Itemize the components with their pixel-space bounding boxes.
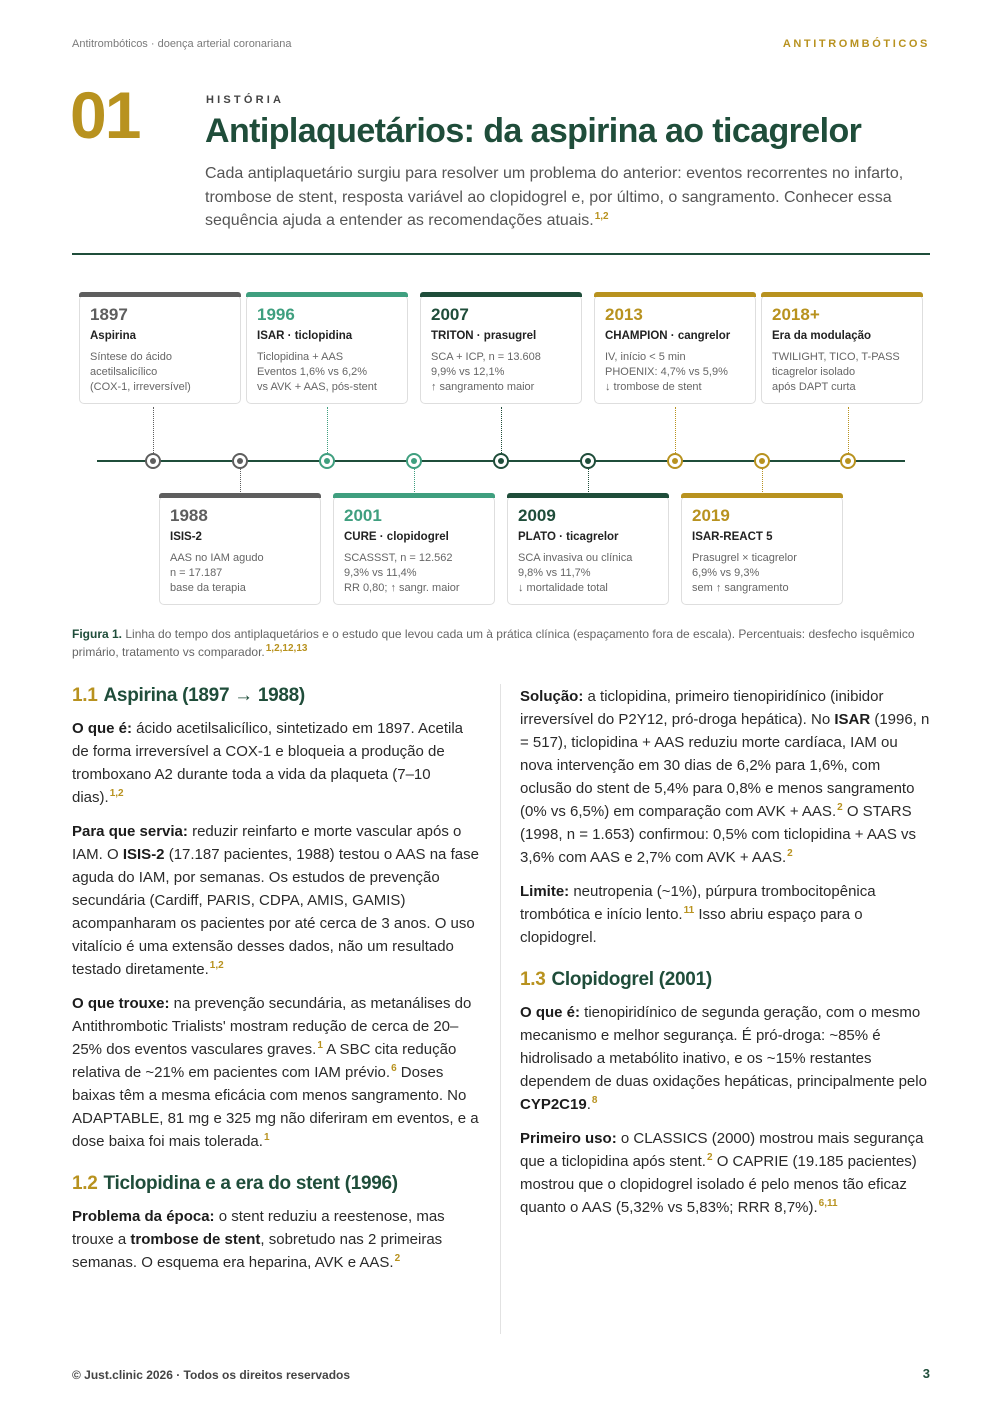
citation: 8 [591,1095,598,1106]
timeline-description-line: após DAPT curta [772,381,856,393]
timeline-description-line: TWILIGHT, TICO, T-PASS [772,351,900,363]
running-head: Antitrombóticos · doença arterial coronariana [72,38,292,50]
timeline-description [605,350,745,395]
timeline-marker-1988 [232,453,248,469]
timeline-year: 2018+ [772,305,820,324]
paragraph-text: Isso abriu espaço para o clopidogrel. [520,906,863,946]
paragraph-text: (17.187 pacientes, 1988) testou o AAS na fase aguda do IAM, por semanas. Os estudos de prevenção secundária (Cardiff, PARIS, CDPA, AMIS, GAMIS) acompanharam os pacientes por até cerca de 3 anos. O uso vitalício é uma extensão desses dados, não um resultado testado diretamente. [72,846,479,978]
timeline-description-line: Eventos 1,6% vs 6,2% [257,366,368,378]
timeline-description [692,551,832,596]
timeline-event-name: ISAR · ticlopidina [257,330,353,342]
timeline-marker-1996 [319,453,335,469]
timeline-description [431,350,571,395]
section-number: 1.2 [72,1173,98,1194]
timeline-event-name: CHAMPION · cangrelor [605,330,731,342]
timeline-connector [501,407,502,453]
timeline-year: 2013 [605,305,643,324]
timeline-card-2007 [420,295,582,404]
timeline-card-accent [594,292,756,297]
citation: 11 [683,905,695,916]
paragraph-text: O STARS (1998, n = 1.653) confirmou: 0,5% com ticlopidina + AAS vs 3,6% com AAS e 2,7% com AVK + AAS. [520,803,917,866]
timeline-description-line: n = 17.187 [170,567,223,579]
citation: 1 [317,1040,323,1051]
timeline-marker-1897 [145,453,161,469]
paragraph [520,1127,930,1219]
timeline-description-line: Ticlopidina + AAS [257,351,344,363]
timeline-year: 1996 [257,305,295,324]
column-divider [500,684,501,1334]
timeline-description-line: acetilsalicílico [90,366,158,378]
timeline-description-line: ↓ trombose de stent [605,381,702,393]
chapter-intro [205,162,930,233]
timeline-card-2013 [594,295,756,404]
timeline-event-name: CURE · clopidogrel [344,531,449,543]
paragraph-label: Solução: [520,688,584,705]
timeline-card-1897 [79,295,241,404]
intro-text: Cada antiplaquetário surgiu para resolver um problema do anterior: eventos recorrentes no infarto, trombose de stent, resposta variável ao clopidogrel e, por último, o sangramento. Conhecer essa sequência ajuda a entender as recomendações atuais. [205,165,904,229]
paragraph-text: A SBC cita redução relativa de ~21% em pacientes com IAM prévio. [72,1041,457,1081]
timeline-marker-2018plus [840,453,856,469]
emphasis: CYP2C19 [520,1096,587,1113]
timeline-description-line: PHOENIX: 4,7% vs 5,9% [605,366,728,378]
paragraph-text: . [586,1096,591,1113]
timeline-connector [762,469,763,492]
paragraph-label: Para que servia: [72,823,188,840]
timeline-description [518,551,658,596]
citation: 2 [837,802,843,813]
timeline-marker-2019 [754,453,770,469]
timeline-description-line: Síntese do ácido [90,351,172,363]
section-heading-1-3 [520,967,930,993]
timeline-card-accent [246,292,408,297]
timeline-description-line: ↓ mortalidade total [518,582,608,594]
timeline-marker-2013 [667,453,683,469]
timeline-description-line: IV, início < 5 min [605,351,686,363]
section-number: 1.3 [520,969,546,990]
timeline-card-1996 [246,295,408,404]
citation: 1,2 [109,788,124,799]
paragraph-text: o CLASSICS (2000) mostrou mais segurança que a ticlopidina após stent. [520,1130,924,1170]
paragraph-label: Primeiro uso: [520,1130,617,1147]
paragraph [520,880,930,949]
timeline-description [257,350,397,395]
paragraph-text: o stent reduziu a reestenose, mas trouxe a [72,1208,445,1248]
timeline-card-2001 [333,496,495,605]
timeline-description [170,551,310,596]
paragraph-text: na prevenção secundária, as metanálises do Antithrombotic Trialists' mostram redução de cerca de 20–25% dos eventos vasculares graves. [72,995,472,1058]
paragraph-label: O que é: [520,1004,581,1021]
section-title: Clopidogrel (2001) [551,969,712,990]
timeline-marker-2009 [580,453,596,469]
timeline-event-name: PLATO · ticagrelor [518,531,619,543]
timeline-description-line: sem ↑ sangramento [692,582,789,594]
paragraph-text: Doses baixas têm a mesma eficácia com menos sangramento. No ADAPTABLE, 81 mg e 325 mg não diferiram em eventos, e a dose baixa foi mais tolerada. [72,1064,479,1150]
timeline-description [772,350,912,395]
timeline-card-accent [761,292,923,297]
paragraph [72,1205,482,1274]
timeline-year: 2001 [344,506,382,525]
paragraph [72,717,482,809]
paragraph-text: neutropenia (~1%), púrpura trombocitopênica trombótica e início lento. [520,883,876,923]
chapter-number: 01 [70,78,140,152]
running-tag: ANTITROMBÓTICOS [782,38,930,50]
timeline-card-accent [507,493,669,498]
section-title: Aspirina (1897 → 1988) [103,685,305,706]
citation: 2 [394,1253,401,1264]
timeline-connector [848,407,849,453]
timeline-description-line: AAS no IAM agudo [170,552,264,564]
paragraph-label: O que trouxe: [72,995,170,1012]
trial-name: ISIS-2 [122,846,165,863]
paragraph-text: reduzir reinfarto e morte vascular após o IAM. O [72,823,462,863]
timeline-description-line: SCA invasiva ou clínica [518,552,633,564]
citation: 1 [263,1132,270,1143]
paragraph-text: , sobretudo nas 2 primeiras semanas. O esquema era heparina, AVK e AAS. [72,1231,443,1271]
citation: 1,2 [209,960,224,971]
timeline-description-line: ticagrelor isolado [772,366,856,378]
timeline-year: 2009 [518,506,556,525]
figure-refs: 1,2,12,13 [265,643,308,654]
column-left [72,683,482,1285]
paragraph-text: ácido acetilsalicílico, sintetizado em 1897. Acetila de forma irreversível a COX-1 e bloqueia a produção de tromboxano A2 durante toda a vida da plaqueta (7–10 dias). [72,720,464,806]
column-right [520,685,930,1230]
timeline-event-name: Era da modulação [772,330,872,342]
page-title: Antiplaquetários: da aspirina ao ticagrelor [205,112,862,150]
timeline-card-accent [681,493,843,498]
timeline-connector [588,469,589,492]
timeline-description-line: vs AVK + AAS, pós-stent [257,381,377,393]
timeline-year: 1988 [170,506,208,525]
timeline-event-name: ISAR-REACT 5 [692,531,773,543]
timeline-connector [327,407,328,453]
timeline-description-line: 6,9% vs 9,3% [692,567,760,579]
emphasis: trombose de stent [130,1231,261,1248]
title-divider [72,253,930,255]
section-heading-1-1 [72,683,482,709]
timeline-marker-2007 [493,453,509,469]
paragraph [72,992,482,1153]
timeline-card-accent [79,292,241,297]
timeline-year: 2019 [692,506,730,525]
timeline-year: 2007 [431,305,469,324]
section-number: 1.1 [72,685,98,706]
timeline-description-line: ↑ sangramento maior [431,381,535,393]
timeline-description-line: RR 0,80; ↑ sangr. maior [344,582,460,594]
footer-copyright: © Just.clinic 2026 · Todos os direitos reservados [72,1368,351,1382]
timeline-connector [153,407,154,453]
timeline-card-accent [420,292,582,297]
paragraph [72,820,482,981]
timeline-event-name: TRITON · prasugrel [431,330,537,342]
page-number: 3 [922,1366,930,1381]
timeline-connector [414,469,415,492]
section-heading-1-2 [72,1171,482,1197]
timeline-description-line: 9,3% vs 11,4% [344,567,417,579]
timeline-description-line: Prasugrel × ticagrelor [692,552,797,564]
paragraph [520,1001,930,1116]
timeline-marker-2001 [406,453,422,469]
timeline-description-line: SCASSST, n = 12.562 [344,552,453,564]
citation: 6 [391,1063,397,1074]
intro-ref: 1,2 [594,210,609,222]
timeline-description [344,551,484,596]
paragraph-label: O que é: [72,720,133,737]
paragraph-label: Limite: [520,883,570,900]
paragraph-text: tienopiridínico de segunda geração, com o mesmo mecanismo e melhor segurança. É pró-droga: ~85% é hidrolisado a metabólito inativo, e os ~15% restantes dependem de duas oxidações hepáticas, principalmente pelo [520,1004,927,1090]
citation: 2 [787,848,793,859]
timeline-card-accent [333,493,495,498]
timeline-event-name: Aspirina [90,330,137,342]
timeline-description-line: base da terapia [170,582,246,594]
timeline-card-2009 [507,496,669,605]
timeline-description-line: 9,8% vs 11,7% [518,567,591,579]
figure-caption-text: Linha do tempo dos antiplaquetários e o estudo que levou cada um à prática clínica (espaçamento fora de escala). Percentuais: desfecho isquêmico primário, tratamento vs comparador. [72,627,915,659]
paragraph-text: O CAPRIE (19.185 pacientes) mostrou que o clopidogrel isolado é pelo menos tão eficaz quanto o AAS (5,32% vs 5,83%; RRR 8,7%). [520,1153,917,1216]
citation: 6,11 [818,1198,838,1209]
paragraph-text: (1996, n = 517), ticlopidina + AAS reduziu morte cardíaca, IAM ou nova intervenção em 30 dias de 6,2% para 1,6%, com oclusão do stent de 5,4% para 0,8% e menos sangramento (0% vs 6,5%) em comparação com AVK + AAS. [520,711,930,820]
timeline-description-line: (COX-1, irreversível) [90,381,191,393]
trial-name: ISAR [834,711,871,728]
timeline-event-name: ISIS-2 [170,531,202,543]
section-title: Ticlopidina e a era do stent (1996) [103,1173,398,1194]
timeline-card-2018plus [761,295,923,404]
timeline-description-line: SCA + ICP, n = 13.608 [431,351,541,363]
paragraph-label: Problema da época: [72,1208,215,1225]
timeline-connector [240,469,241,492]
paragraph [520,685,930,869]
timeline-card-1988 [159,496,321,605]
timeline-description-line: 9,9% vs 12,1% [431,366,505,378]
timeline-year: 1897 [90,305,128,324]
figure-label: Figura 1. [72,627,123,641]
chapter-kicker: HISTÓRIA [206,94,285,106]
figure-caption [72,625,930,661]
timeline-connector [675,407,676,453]
citation: 2 [706,1152,713,1163]
timeline-description [90,350,230,395]
paragraph-text: a ticlopidina, primeiro tienopiridínico (inibidor irreversível do P2Y12, pró-droga hepática). No [520,688,884,728]
timeline-card-2019 [681,496,843,605]
timeline-card-accent [159,493,321,498]
